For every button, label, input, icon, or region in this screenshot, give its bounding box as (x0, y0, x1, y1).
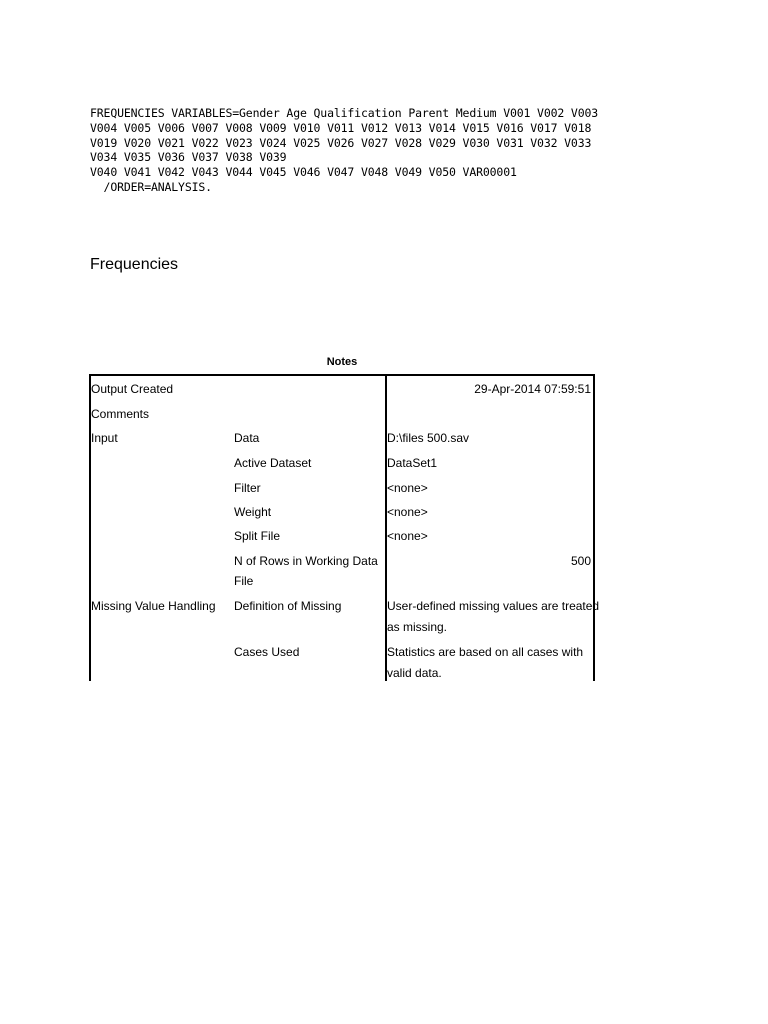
syntax-line: V019 V020 V021 V022 V023 V024 V025 V026 V027 V028 V029 V030 V031 V032 V033 (90, 135, 592, 150)
syntax-line: /ORDER=ANALYSIS. (90, 179, 212, 194)
n-rows-label-line2: File (234, 574, 254, 588)
active-dataset-value: DataSet1 (387, 456, 438, 470)
syntax-line: V004 V005 V006 V007 V008 V009 V010 V011 V012 V013 V014 V015 V016 V017 V018 (90, 120, 592, 135)
cases-used-value-line1: Statistics are based on all cases with (387, 645, 584, 659)
cases-used-label: Cases Used (234, 645, 300, 659)
missing-value-handling-label: Missing Value Handling (91, 599, 216, 613)
output-created-value: 29-Apr-2014 07:59:51 (474, 382, 591, 396)
active-dataset-label: Active Dataset (234, 456, 312, 470)
definition-of-missing-value-line2: as missing. (387, 620, 448, 634)
syntax-line: V034 V035 V036 V037 V038 V039 (90, 150, 287, 165)
filter-label: Filter (234, 481, 261, 495)
syntax-line: V040 V041 V042 V043 V044 V045 V046 V047 V048 V049 V050 VAR00001 (90, 165, 517, 180)
data-label: Data (234, 431, 260, 445)
weight-value: <none> (387, 505, 428, 519)
table-right-border (593, 374, 595, 681)
input-label: Input (91, 431, 118, 445)
n-rows-value: 500 (570, 554, 591, 568)
split-file-value: <none> (387, 529, 428, 543)
table-top-border (89, 374, 595, 376)
definition-of-missing-label: Definition of Missing (234, 599, 342, 613)
comments-label: Comments (91, 407, 150, 421)
notes-table-title: Notes (326, 356, 358, 368)
data-value: D:\files 500.sav (387, 431, 470, 445)
filter-value: <none> (387, 481, 428, 495)
split-file-label: Split File (234, 529, 281, 543)
syntax-block (90, 106, 598, 195)
n-rows-label-line1: N of Rows in Working Data (234, 554, 378, 568)
definition-of-missing-value-line1: User-defined missing values are treated (387, 599, 600, 613)
cases-used-value-line2: valid data. (387, 666, 442, 680)
section-heading: Frequencies (90, 256, 179, 273)
weight-label: Weight (234, 505, 272, 519)
syntax-line: FREQUENCIES VARIABLES=Gender Age Qualification Parent Medium V001 V002 V003 (90, 106, 599, 120)
output-created-label: Output Created (91, 382, 174, 396)
